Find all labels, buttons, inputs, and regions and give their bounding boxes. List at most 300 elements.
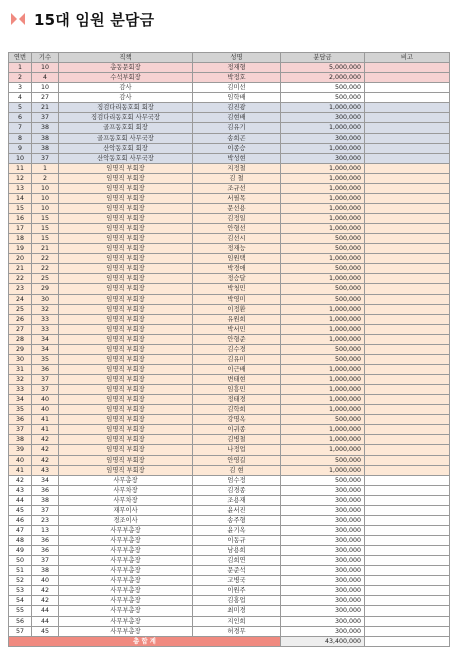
row-no-cell: 32 (9, 375, 32, 385)
table-row (9, 193, 450, 203)
row-amount-cell: 1,000,000 (281, 173, 365, 183)
row-note-cell (365, 616, 450, 626)
table-row (9, 274, 450, 284)
row-name-cell: 임원택 (193, 254, 281, 264)
row-note-cell (365, 364, 450, 374)
row-name-cell: 지정철 (193, 163, 281, 173)
row-note-cell (365, 214, 450, 224)
table-row (9, 83, 450, 93)
row-no-cell: 55 (9, 606, 32, 616)
row-position-cell: 임명직 부회장 (59, 455, 193, 465)
row-no-cell: 2 (9, 73, 32, 83)
row-position-cell: 사무부총장 (59, 626, 193, 636)
row-amount-cell: 300,000 (281, 606, 365, 616)
row-generation-cell: 37 (32, 113, 59, 123)
table-row (9, 385, 450, 395)
row-note-cell (365, 143, 450, 153)
row-note-cell (365, 606, 450, 616)
row-no-cell: 54 (9, 596, 32, 606)
row-amount-cell: 1,000,000 (281, 203, 365, 213)
row-note-cell (365, 73, 450, 83)
row-position-cell: 징검다리동호회 사무국장 (59, 113, 193, 123)
row-note-cell (365, 495, 450, 505)
row-amount-cell: 500,000 (281, 475, 365, 485)
row-position-cell: 사무총장 (59, 475, 193, 485)
row-generation-cell: 44 (32, 606, 59, 616)
table-row (9, 173, 450, 183)
row-no-cell: 8 (9, 133, 32, 143)
row-position-cell: 임명직 부회장 (59, 395, 193, 405)
row-name-cell: 김홍업 (193, 596, 281, 606)
row-name-cell: 김 철 (193, 173, 281, 183)
row-position-cell: 사무부총장 (59, 586, 193, 596)
row-no-cell: 43 (9, 485, 32, 495)
row-name-cell: 김학희 (193, 405, 281, 415)
row-amount-cell: 300,000 (281, 505, 365, 515)
row-no-cell: 51 (9, 566, 32, 576)
row-name-cell: 박청민 (193, 284, 281, 294)
row-no-cell: 37 (9, 425, 32, 435)
row-no-cell: 1 (9, 63, 32, 73)
row-generation-cell: 10 (32, 193, 59, 203)
row-generation-cell: 30 (32, 294, 59, 304)
table-body (9, 63, 450, 647)
row-generation-cell: 37 (32, 505, 59, 515)
row-generation-cell: 40 (32, 405, 59, 415)
row-name-cell: 송주형 (193, 515, 281, 525)
row-note-cell (365, 536, 450, 546)
table-row (9, 415, 450, 425)
row-name-cell: 정태경 (193, 395, 281, 405)
row-name-cell: 임흥민 (193, 385, 281, 395)
row-name-cell: 김희연 (193, 556, 281, 566)
row-no-cell: 21 (9, 264, 32, 274)
row-position-cell: 임명직 부회장 (59, 354, 193, 364)
row-amount-cell: 300,000 (281, 576, 365, 586)
row-position-cell: 사무부총장 (59, 536, 193, 546)
row-amount-cell: 300,000 (281, 626, 365, 636)
row-name-cell: 임학배 (193, 93, 281, 103)
table-row (9, 465, 450, 475)
row-generation-cell: 38 (32, 143, 59, 153)
table-row (9, 485, 450, 495)
row-note-cell (365, 354, 450, 364)
row-no-cell: 36 (9, 415, 32, 425)
table-header-row (9, 53, 450, 63)
row-no-cell: 23 (9, 284, 32, 294)
row-position-cell: 임명직 부회장 (59, 214, 193, 224)
row-note-cell (365, 586, 450, 596)
row-no-cell: 13 (9, 183, 32, 193)
row-amount-cell: 5,000,000 (281, 63, 365, 73)
row-generation-cell: 22 (32, 254, 59, 264)
table-row (9, 284, 450, 294)
row-position-cell: 사무부총장 (59, 525, 193, 535)
row-generation-cell: 10 (32, 83, 59, 93)
row-position-cell: 총동문회장 (59, 63, 193, 73)
row-name-cell: 김정일 (193, 214, 281, 224)
row-generation-cell: 10 (32, 63, 59, 73)
row-note-cell (365, 344, 450, 354)
table-row (9, 354, 450, 364)
row-position-cell: 임명직 부회장 (59, 314, 193, 324)
row-no-cell: 47 (9, 525, 32, 535)
row-name-cell: 이동규 (193, 536, 281, 546)
col-header-note: 비고 (365, 53, 450, 63)
row-name-cell: 문선용 (193, 203, 281, 213)
row-generation-cell: 33 (32, 314, 59, 324)
row-position-cell: 사무부총장 (59, 606, 193, 616)
table-row (9, 234, 450, 244)
row-name-cell: 안형준 (193, 334, 281, 344)
row-no-cell: 15 (9, 203, 32, 213)
row-name-cell: 김유기 (193, 123, 281, 133)
row-position-cell: 임명직 부회장 (59, 193, 193, 203)
table-row (9, 314, 450, 324)
row-note-cell (365, 264, 450, 274)
row-name-cell: 김병철 (193, 435, 281, 445)
table-row (9, 203, 450, 213)
row-position-cell: 임명직 부회장 (59, 385, 193, 395)
row-amount-cell: 1,000,000 (281, 214, 365, 224)
row-position-cell: 골프동호회 사무국장 (59, 133, 193, 143)
table-row (9, 505, 450, 515)
row-no-cell: 33 (9, 385, 32, 395)
row-generation-cell: 37 (32, 153, 59, 163)
row-note-cell (365, 173, 450, 183)
row-note-cell (365, 183, 450, 193)
row-amount-cell: 300,000 (281, 113, 365, 123)
row-note-cell (365, 244, 450, 254)
row-note-cell (365, 103, 450, 113)
row-no-cell: 44 (9, 495, 32, 505)
table-row (9, 546, 450, 556)
row-position-cell: 임명직 부회장 (59, 284, 193, 294)
row-position-cell: 임명직 부회장 (59, 304, 193, 314)
row-name-cell: 정재능 (193, 244, 281, 254)
row-position-cell: 임명직 부회장 (59, 254, 193, 264)
row-no-cell: 14 (9, 193, 32, 203)
row-no-cell: 30 (9, 354, 32, 364)
row-amount-cell: 1,000,000 (281, 465, 365, 475)
row-no-cell: 11 (9, 163, 32, 173)
page-title: 15대 임원 분담금 (34, 10, 155, 29)
table-row (9, 214, 450, 224)
row-name-cell: 조규선 (193, 183, 281, 193)
row-position-cell: 임명직 부회장 (59, 364, 193, 374)
row-generation-cell: 22 (32, 264, 59, 274)
row-note-cell (365, 576, 450, 586)
row-note-cell (365, 415, 450, 425)
row-generation-cell: 1 (32, 163, 59, 173)
row-amount-cell: 1,000,000 (281, 375, 365, 385)
row-position-cell: 임명직 부회장 (59, 375, 193, 385)
row-no-cell: 22 (9, 274, 32, 284)
row-note-cell (365, 566, 450, 576)
table-row (9, 586, 450, 596)
col-header-generation: 기수 (32, 53, 59, 63)
row-position-cell: 임명직 부회장 (59, 274, 193, 284)
row-generation-cell: 10 (32, 203, 59, 213)
row-no-cell: 9 (9, 143, 32, 153)
row-generation-cell: 42 (32, 596, 59, 606)
row-name-cell: 이종승 (193, 143, 281, 153)
row-name-cell: 송희곤 (193, 133, 281, 143)
row-note-cell (365, 294, 450, 304)
row-no-cell: 4 (9, 93, 32, 103)
row-position-cell: 임명직 부회장 (59, 344, 193, 354)
table-row (9, 576, 450, 586)
row-amount-cell: 2,000,000 (281, 73, 365, 83)
x-bowtie-logo-icon (10, 11, 26, 27)
row-note-cell (365, 163, 450, 173)
row-position-cell: 재무이사 (59, 505, 193, 515)
row-position-cell: 임명직 부회장 (59, 244, 193, 254)
row-generation-cell: 36 (32, 364, 59, 374)
row-amount-cell: 300,000 (281, 566, 365, 576)
table-row (9, 163, 450, 173)
row-amount-cell: 500,000 (281, 415, 365, 425)
row-amount-cell: 1,000,000 (281, 314, 365, 324)
table-row (9, 113, 450, 123)
row-amount-cell: 300,000 (281, 546, 365, 556)
row-amount-cell: 300,000 (281, 495, 365, 505)
row-position-cell: 사무차장 (59, 485, 193, 495)
row-no-cell: 6 (9, 113, 32, 123)
row-generation-cell: 36 (32, 485, 59, 495)
table-row (9, 556, 450, 566)
row-position-cell: 임명직 부회장 (59, 294, 193, 304)
row-amount-cell: 500,000 (281, 354, 365, 364)
table-row (9, 264, 450, 274)
table-row (9, 596, 450, 606)
row-name-cell: 유원희 (193, 314, 281, 324)
table-row (9, 495, 450, 505)
row-note-cell (365, 93, 450, 103)
row-position-cell: 임명직 부회장 (59, 183, 193, 193)
row-position-cell: 감사 (59, 83, 193, 93)
row-position-cell: 임명직 부회장 (59, 163, 193, 173)
table-row (9, 63, 450, 73)
row-no-cell: 39 (9, 445, 32, 455)
table-row (9, 183, 450, 193)
row-note-cell (365, 234, 450, 244)
row-no-cell: 7 (9, 123, 32, 133)
row-note-cell (365, 405, 450, 415)
row-generation-cell: 15 (32, 214, 59, 224)
row-no-cell: 28 (9, 334, 32, 344)
row-note-cell (365, 596, 450, 606)
table-row (9, 73, 450, 83)
row-amount-cell: 1,000,000 (281, 163, 365, 173)
row-name-cell: 최미경 (193, 606, 281, 616)
row-amount-cell: 1,000,000 (281, 385, 365, 395)
row-position-cell: 임명직 부회장 (59, 425, 193, 435)
row-amount-cell: 1,000,000 (281, 445, 365, 455)
row-generation-cell: 44 (32, 616, 59, 626)
row-no-cell: 49 (9, 546, 32, 556)
row-name-cell: 허경무 (193, 626, 281, 636)
row-name-cell: 김현배 (193, 113, 281, 123)
row-generation-cell: 42 (32, 586, 59, 596)
row-generation-cell: 34 (32, 334, 59, 344)
row-no-cell: 56 (9, 616, 32, 626)
row-note-cell (365, 254, 450, 264)
table-row (9, 153, 450, 163)
row-amount-cell: 1,000,000 (281, 224, 365, 234)
row-name-cell: 서필목 (193, 193, 281, 203)
row-no-cell: 42 (9, 475, 32, 485)
row-generation-cell: 27 (32, 93, 59, 103)
row-note-cell (365, 203, 450, 213)
row-amount-cell: 1,000,000 (281, 364, 365, 374)
row-generation-cell: 32 (32, 304, 59, 314)
row-note-cell (365, 445, 450, 455)
row-amount-cell: 500,000 (281, 234, 365, 244)
row-no-cell: 3 (9, 83, 32, 93)
row-amount-cell: 300,000 (281, 153, 365, 163)
row-generation-cell: 13 (32, 525, 59, 535)
row-generation-cell: 36 (32, 546, 59, 556)
row-note-cell (365, 314, 450, 324)
row-note-cell (365, 224, 450, 234)
row-name-cell: 김유미 (193, 354, 281, 364)
row-name-cell: 이근배 (193, 364, 281, 374)
table-row (9, 566, 450, 576)
row-position-cell: 사무차장 (59, 495, 193, 505)
table-row (9, 334, 450, 344)
row-no-cell: 12 (9, 173, 32, 183)
row-no-cell: 46 (9, 515, 32, 525)
row-name-cell: 김선시 (193, 234, 281, 244)
row-generation-cell: 29 (32, 284, 59, 294)
row-amount-cell: 300,000 (281, 556, 365, 566)
table-row (9, 304, 450, 314)
row-amount-cell: 500,000 (281, 284, 365, 294)
table-row (9, 93, 450, 103)
row-position-cell: 산악동호회 회장 (59, 143, 193, 153)
row-amount-cell: 500,000 (281, 83, 365, 93)
row-name-cell: 고병국 (193, 576, 281, 586)
row-generation-cell: 37 (32, 385, 59, 395)
row-name-cell: 윤서진 (193, 505, 281, 515)
row-generation-cell: 15 (32, 234, 59, 244)
row-generation-cell: 45 (32, 626, 59, 636)
table-row (9, 133, 450, 143)
row-amount-cell: 1,000,000 (281, 183, 365, 193)
row-note-cell (365, 63, 450, 73)
row-generation-cell: 2 (32, 173, 59, 183)
row-generation-cell: 43 (32, 465, 59, 475)
row-name-cell: 강명옥 (193, 415, 281, 425)
row-name-cell: 문준석 (193, 566, 281, 576)
row-note-cell (365, 626, 450, 636)
row-name-cell: 박영미 (193, 294, 281, 304)
row-amount-cell: 500,000 (281, 93, 365, 103)
row-no-cell: 48 (9, 536, 32, 546)
row-generation-cell: 25 (32, 274, 59, 284)
table-row (9, 536, 450, 546)
row-name-cell: 박성현 (193, 153, 281, 163)
row-note-cell (365, 133, 450, 143)
row-amount-cell: 1,000,000 (281, 254, 365, 264)
row-generation-cell: 34 (32, 344, 59, 354)
row-no-cell: 53 (9, 586, 32, 596)
row-note-cell (365, 385, 450, 395)
row-generation-cell: 21 (32, 103, 59, 113)
row-name-cell: 정재형 (193, 63, 281, 73)
table-row (9, 515, 450, 525)
row-note-cell (365, 505, 450, 515)
table-row (9, 445, 450, 455)
row-name-cell: 이원주 (193, 586, 281, 596)
row-generation-cell: 37 (32, 556, 59, 566)
row-note-cell (365, 153, 450, 163)
table-row (9, 455, 450, 465)
row-generation-cell: 15 (32, 224, 59, 234)
row-no-cell: 25 (9, 304, 32, 314)
row-amount-cell: 300,000 (281, 525, 365, 535)
row-amount-cell: 1,000,000 (281, 395, 365, 405)
row-note-cell (365, 193, 450, 203)
col-header-name: 성명 (193, 53, 281, 63)
row-position-cell: 임명직 부회장 (59, 405, 193, 415)
row-generation-cell: 42 (32, 455, 59, 465)
row-no-cell: 26 (9, 314, 32, 324)
table-row (9, 425, 450, 435)
row-position-cell: 임명직 부회장 (59, 234, 193, 244)
row-position-cell: 임명직 부회장 (59, 465, 193, 475)
row-position-cell: 임명직 부회장 (59, 203, 193, 213)
table-row (9, 405, 450, 415)
row-name-cell: 남용희 (193, 546, 281, 556)
row-no-cell: 27 (9, 324, 32, 334)
row-note-cell (365, 475, 450, 485)
row-note-cell (365, 274, 450, 284)
row-name-cell: 안영길 (193, 455, 281, 465)
row-amount-cell: 1,000,000 (281, 435, 365, 445)
row-amount-cell: 500,000 (281, 244, 365, 254)
row-generation-cell: 40 (32, 395, 59, 405)
row-amount-cell: 300,000 (281, 536, 365, 546)
table-row (9, 475, 450, 485)
row-amount-cell: 300,000 (281, 515, 365, 525)
table-row (9, 103, 450, 113)
total-label: 총 합 계 (9, 636, 281, 646)
row-name-cell: 김경종 (193, 485, 281, 495)
row-note-cell (365, 425, 450, 435)
row-amount-cell: 1,000,000 (281, 123, 365, 133)
row-amount-cell: 500,000 (281, 455, 365, 465)
row-name-cell: 변태현 (193, 375, 281, 385)
row-generation-cell: 36 (32, 536, 59, 546)
row-note-cell (365, 525, 450, 535)
row-no-cell: 52 (9, 576, 32, 586)
row-note-cell (365, 465, 450, 475)
row-name-cell: 김수경 (193, 344, 281, 354)
row-no-cell: 31 (9, 364, 32, 374)
row-no-cell: 50 (9, 556, 32, 566)
col-header-position: 직책 (59, 53, 193, 63)
table-row (9, 626, 450, 636)
row-name-cell: 김진광 (193, 103, 281, 113)
row-amount-cell: 300,000 (281, 586, 365, 596)
row-note-cell (365, 334, 450, 344)
row-generation-cell: 33 (32, 324, 59, 334)
row-no-cell: 19 (9, 244, 32, 254)
row-no-cell: 38 (9, 435, 32, 445)
row-generation-cell: 37 (32, 375, 59, 385)
